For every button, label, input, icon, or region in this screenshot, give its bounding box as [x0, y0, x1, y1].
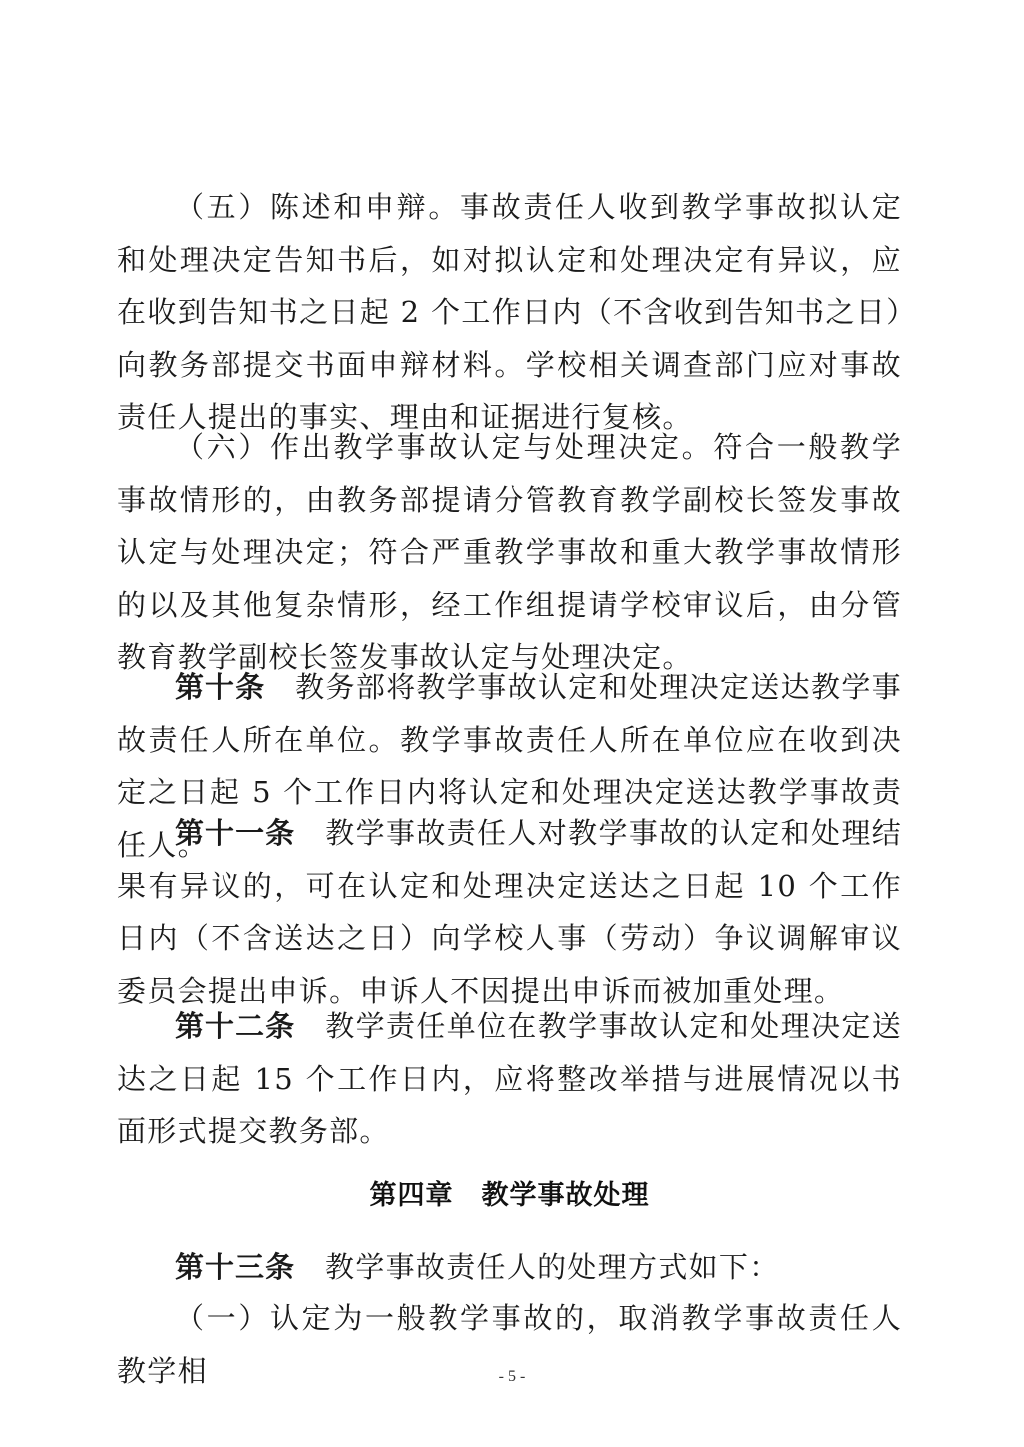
page-number: - 5 - [498, 1368, 526, 1385]
article-text: 教学事故责任人的处理方式如下： [325, 1250, 780, 1284]
article-label: 第十条 [175, 670, 266, 704]
chapter-heading: 第四章 教学事故处理 [369, 1180, 650, 1211]
item-text: （一）认定为一般教学事故的，取消教学事故责任人教学相 [117, 1301, 902, 1388]
article-label: 第十三条 [175, 1250, 296, 1284]
paragraph-text: （六）作出教学事故认定与处理决定。符合一般教学事故情形的，由教务部提请分管教育教学副校长签发事故认定与处理决定；符合严重教学事故和重大教学事故情形的以及其他复杂情形，经工作组提请学校审议后，由分管教育教学副校长签发事故认定与处理决定。 [117, 430, 902, 674]
article-label: 第十一条 [175, 816, 296, 850]
article-text: 教学事故责任人对教学事故的认定和处理结果有异议的，可在认定和处理决定送达之日起 10 个工作日内（不含送达之日）向学校人事（劳动）争议调解审议委员会提出申诉。申诉人不因提出申诉而被加重处理。 [117, 816, 902, 1008]
article-11 [117, 807, 902, 1017]
paragraph-statement-defense [117, 181, 902, 444]
article-text: 教务部将教学事故认定和处理决定送达教学事故责任人所在单位。教学事故责任人所在单位应在收到决定之日起 5 个工作日内将认定和处理决定送达教学事故责任人。 [117, 670, 902, 862]
paragraph-decision [117, 421, 902, 684]
article-text: 教学责任单位在教学事故认定和处理决定送达之日起 15 个工作日内，应将整改举措与进展情况以书面形式提交教务部。 [117, 1009, 902, 1148]
article-12 [117, 1000, 902, 1158]
paragraph-text: （五）陈述和申辩。事故责任人收到教学事故拟认定和处理决定告知书后，如对拟认定和处理决定有异议，应在收到告知书之日起 2 个工作日内（不含收到告知书之日）向教务部提交书面申辩材料。学校相关调查部门应对事故责任人提出的事实、理由和证据进行复核。 [117, 190, 902, 434]
article-label: 第十二条 [175, 1009, 296, 1043]
article-13 [117, 1241, 902, 1294]
